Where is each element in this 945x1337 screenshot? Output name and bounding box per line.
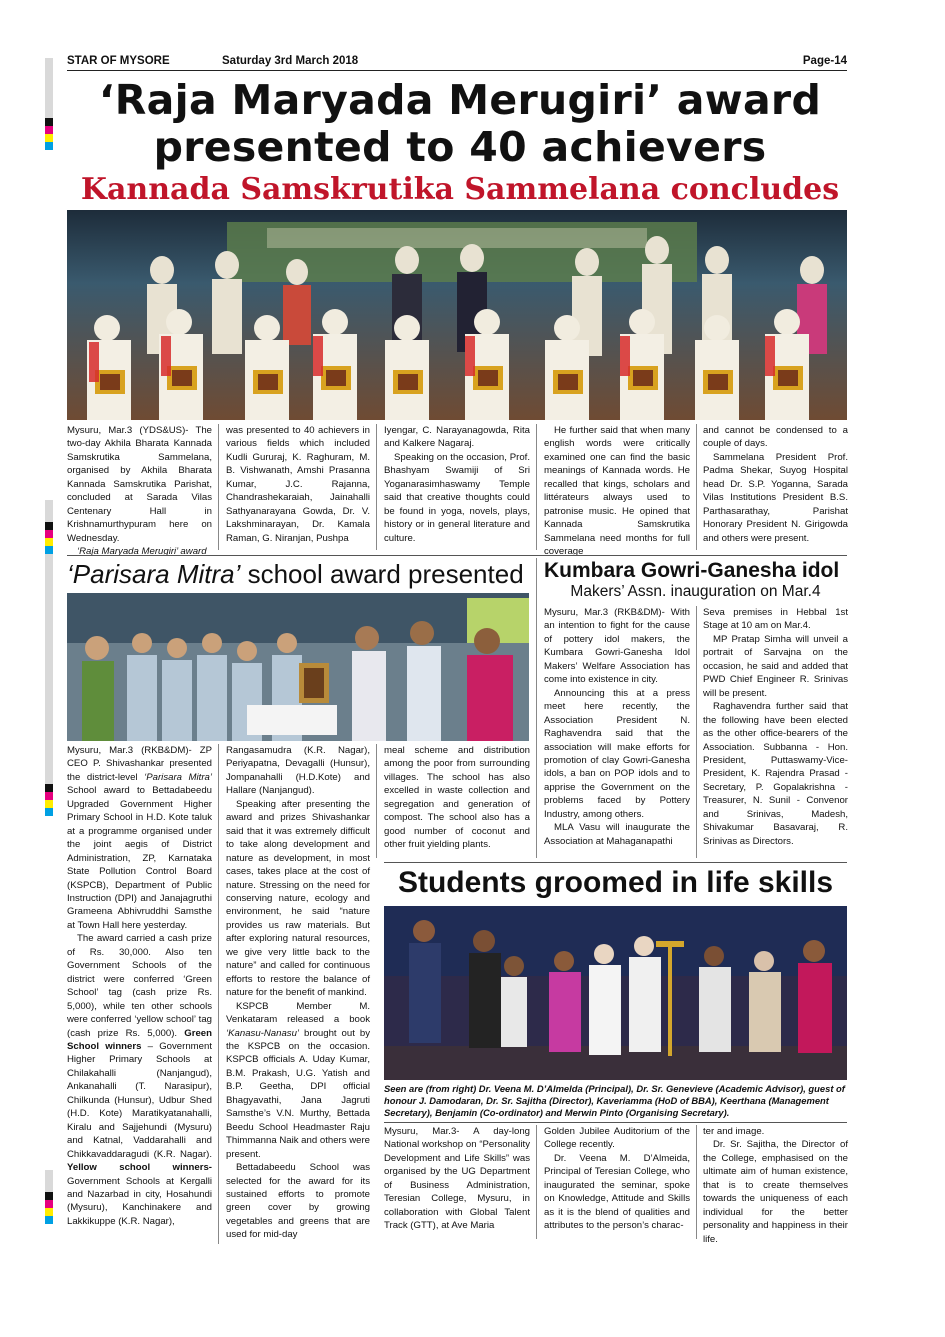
story2-text-italic: ‘Kanasu-Nanasu’ — [226, 1027, 300, 1039]
story2-column-1 — [67, 744, 212, 1228]
story2-text: Mysuru, Mar.3 (RKB&DM)- ZP CEO P. Shivashankar presented the district-level — [67, 745, 212, 783]
story4-paragraph: Dr. Veena M. D’Almeida, Principal of Teresian College, who inaugurated the seminar, spoke on Knowledge, Attitude and Skills as it is the blend of qualities and attributes to the person’s charac- — [544, 1152, 690, 1232]
story4-paragraph: Golden Jubilee Auditorium of the College recently. — [544, 1126, 690, 1151]
story1-column-2 — [226, 424, 370, 545]
story2-paragraph: meal scheme and distribution among the poor from surrounding villages. The school has also excelled in waste collection and segregation and generation of compost. The school also has a good number of coconut and other fruit yielding plants. — [384, 745, 530, 851]
story2-text: KSPCB Member M. Venkataram released a book — [226, 1000, 370, 1026]
story4-column-1 — [384, 1125, 530, 1233]
column-divider — [536, 424, 537, 550]
story4-column-3 — [703, 1125, 848, 1246]
column-divider — [696, 1125, 697, 1239]
story4-paragraph: Dr. Sr. Sajitha, the Director of the College, emphasised on the ultimate aim of human existence, that is to create themselves towards the uniqueness of each individual for the better personality and happiness in their life. — [703, 1139, 848, 1245]
column-divider — [376, 744, 377, 858]
page-header — [67, 53, 847, 71]
section-divider — [384, 862, 847, 863]
story1-column-5 — [703, 424, 848, 545]
story2-paragraph: Bettadabeedu School was selected for the award for its sustained efforts to promote green cover by growing vegetables and greens that are used for mid-day — [226, 1162, 370, 1241]
story1-paragraph: Mysuru, Mar.3 (YDS&US)- The two-day Akhila Bharata Kannada Samskrutika Sammelana, organised by Akhila Bharata Kannada Samskrutika Parishat, concluded at Sarada Vilas Centenary Hall in Krishnamurthypuram here on Wednesday. — [67, 425, 212, 544]
story1-subhead: Kannada Samskrutika Sammelana concludes — [80, 172, 840, 207]
story1-headline-line1: ‘Raja Maryada Merugiri’ award — [98, 76, 822, 124]
story1-paragraph: Sammelana President Prof. Padma Shekar, Suyog Hospital head Dr. S.P. Yoganna, Sarada Vilas Institutions President B.S. Parthasarathay, Parishat Honorary President N. Girigowda and others were present. — [703, 451, 848, 544]
column-divider — [696, 606, 697, 858]
page-number: Page-14 — [802, 55, 847, 67]
story1-column-1 — [67, 424, 212, 559]
story3-paragraph: MLA Vasu will inaugurate the Association at Mahaganapathi — [544, 822, 690, 847]
column-divider — [536, 1125, 537, 1239]
section-divider — [384, 1122, 847, 1123]
story1-paragraph: ‘Raja Maryada Merugiri’ award — [77, 546, 207, 558]
story4-paragraph: Mysuru, Mar.3- A day-long National workshop on “Personality Development and Life Skills” was organised by the UG Department of Business Administration, Teresian College, Mysuru, in collaboration with Global Talent Track (GTT), at Ave Maria — [384, 1126, 530, 1232]
story3-paragraph: MP Pratap Simha will unveil a portrait of Sarvajna on the occasion, he said and added that PWD Chief Engineer R. Srinivas will be present. — [703, 633, 848, 699]
story2-paragraph: Speaking after presenting the award and prizes Shivashankar said that it was extremely difficult to take along development and nature as development, in most cases, takes place at the cost of nature. Stressing on the need for conserving nature, ecology and environment, he said “nature provides us raw materials. But after exploring natural resources, we give very little back to the nature” and called for continuous efforts to restore the balance of nature for the benefit of mankind. — [226, 798, 370, 999]
story2-text-bold: Yellow school winners- — [67, 1162, 212, 1174]
school-award-photo — [67, 593, 529, 741]
award-ceremony-photo — [67, 210, 847, 420]
photo-caption: Seen are (from right) Dr. Veena M. D’Almelda (Principal), Dr. Sr. Genevieve (Academic Advisor), guest of honour J. Damodaran, Dr. Sr. Sajitha (Director), Kaveriamma (HoD of BBA), Keerthana (Management Secretary), Benjamin (Co-ordinator) and Merwin Pinto (Organising Secretary). — [384, 1083, 845, 1118]
issue-date: Saturday 3rd March 2018 — [222, 55, 359, 67]
lamp-lighting-photo-icon — [384, 906, 847, 1080]
column-divider — [218, 744, 219, 1244]
story2-column-2 — [226, 744, 370, 1242]
column-divider — [218, 424, 219, 550]
story2-headline-rest: school award presented — [240, 559, 524, 589]
story2-paragraph: Rangasamudra (K.R. Nagar), Periyapatna, Devagalli (Hunsur), Jompanahalli (H.D.Kote) and Hallare (Nanjangud). — [226, 745, 370, 797]
lamp-lighting-photo — [384, 906, 847, 1080]
story2-text: Government Schools at Kergalli and Nazarbad in city, Hosahundi (Mysuru), Kanchinakere and Lakkikuppe (K.R. Nagar), — [67, 1175, 212, 1227]
registration-bar-bottom — [45, 1170, 53, 1224]
registration-bar-top — [45, 58, 53, 150]
column-divider — [536, 558, 537, 858]
story3-column-2 — [703, 606, 848, 848]
story1-paragraph: and cannot be condensed to a couple of days. — [703, 425, 848, 450]
story3-headline: Kumbara Gowri-Ganesha idol — [544, 559, 840, 582]
story2-paragraph — [67, 932, 212, 1228]
story4-headline: Students groomed in life skills — [397, 866, 834, 899]
story2-text: brought out by the KSPCB on the occasion. KSPCB officials A. Uday Kumar, B.M. Prakash, U.G. Yatish and B.P. Geetha, DPI official Bhagyavathi, Jana Jagruti Samsthe’s V.N. Murthy, Bettada Beedu School Headmaster Raju Thimmanna Naik and others were present. — [226, 1027, 370, 1160]
story1-headline-line2: presented to 40 achievers — [153, 123, 767, 171]
story3-column-1 — [544, 606, 690, 848]
column-divider — [696, 424, 697, 550]
story2-text: – Government Higher Primary Schools at Chilakahalli (Nanjangud), Ankanahalli (T. Narasipur), Chilkunda (Hunsur), Udbur Shed (H.D. Kote) Maratikyatanahalli, Kiralu and Sajjehundi (Mysuru) and Katnal, Vaddarahalli and Chikkavaddaragudi (K.R. Nagar). — [67, 1040, 212, 1160]
story2-text-italic: ‘Parisara Mitra’ — [144, 771, 212, 783]
story2-headline — [67, 558, 537, 590]
story3-paragraph: Seva premises in Hebbal 1st Stage at 10 am on Mar.4. — [703, 607, 848, 632]
story1-column-4 — [544, 424, 690, 559]
school-award-photo-icon — [67, 593, 529, 741]
column-divider — [376, 424, 377, 550]
story4-paragraph: ter and image. — [703, 1126, 765, 1137]
story2-paragraph — [67, 744, 212, 932]
story1-paragraph: He further said that when many english words were critically examined one can find the basic meanings of Kannada words. He recalled that kings, scholars and littérateurs always used to patronise music. He opined that Kannada Samskrutika Sammelana need months for full coverage — [544, 425, 690, 558]
story1-column-3 — [384, 424, 530, 545]
story3-paragraph: Raghavendra further said that the following have been elected as the other office-bearers of the Association. Subbanna - Hon. President, Puttaswamy-Vice-President, K. Rajendra Prasad - Secretary, P. Gopalakrishna - Treasurer, N. Sunil - Convenor and Srinivas, Madesh, Shivakumar Basavaraj, R. Srinivas as Directors. — [703, 701, 848, 847]
story2-column-3 — [384, 744, 530, 852]
story2-headline-italic: ‘Parisara Mitra’ — [67, 559, 241, 589]
story1-paragraph: Iyengar, C. Narayanagowda, Rita and Kalkere Nagaraj. — [384, 425, 530, 450]
story2-text: School award to Bettadabeedu Upgraded Government Higher Primary School in H.D. Kote taluk at a programme organised under the joint aegis of District Administration, ZP, Karnataka State Pollution Control Board (KSPCB), Department of Public Instruction (DPI) and Janajagruthi Grameena Abhivruddhi Samsthe at Town Hall here yesterday. — [67, 785, 212, 931]
story2-text-bold: Green School winners — [67, 1027, 212, 1052]
story4-column-2 — [544, 1125, 690, 1233]
group-photo-icon — [67, 210, 847, 420]
paper-name: STAR OF MYSORE — [67, 55, 170, 67]
story3-paragraph: Announcing this at a press meet here recently, the Association President N. Raghavendra said that the association will make efforts for promotion of clay Gowri-Ganesha idols, a ban on POP idols and to apprise the Government on the problems faced by Pottery Industry, among others. — [544, 687, 690, 820]
section-divider — [67, 555, 847, 556]
story3-paragraph: Mysuru, Mar.3 (RKB&DM)- With an intention to fight for the cause of pottery idol makers, the Kumbara Gowri-Ganesha Idol Makers’ Welfare Association has come into existence in city. — [544, 607, 690, 686]
story2-paragraph — [226, 1000, 370, 1161]
story1-paragraph: Speaking on the occasion, Prof. Bhashyam Swamiji of Sri Yoganarasimhaswamy Temple said that creative thoughts could be found in yoga, novels, plays, history or in general literature and culture. — [384, 451, 530, 544]
story1-paragraph: was presented to 40 achievers in various fields which included Kudli Gururaj, K. Raghuram, M. B. Vishwanath, Amshi Prasanna Kumar, J.C. Rajanna, Chandrashekaraiah, Jainahalli Sathyanarayana Gowda, Dr. V. Lakshminarayan, Dr. Kamala Raman, G. Niranjan, Pushpa — [226, 425, 370, 544]
story3-subhead: Makers’ Assn. inauguration on Mar.4 — [570, 583, 821, 600]
registration-bar-mid — [45, 500, 53, 816]
story2-text: The award carried a cash prize of Rs. 30,000. Also ten Government Schools of the district were conferred ‘Green School’ tag (cash prize Rs. 5,000), while ten other schools were conferred ‘yellow school’ tag (cash prize Rs. 5,000). — [67, 933, 212, 1039]
